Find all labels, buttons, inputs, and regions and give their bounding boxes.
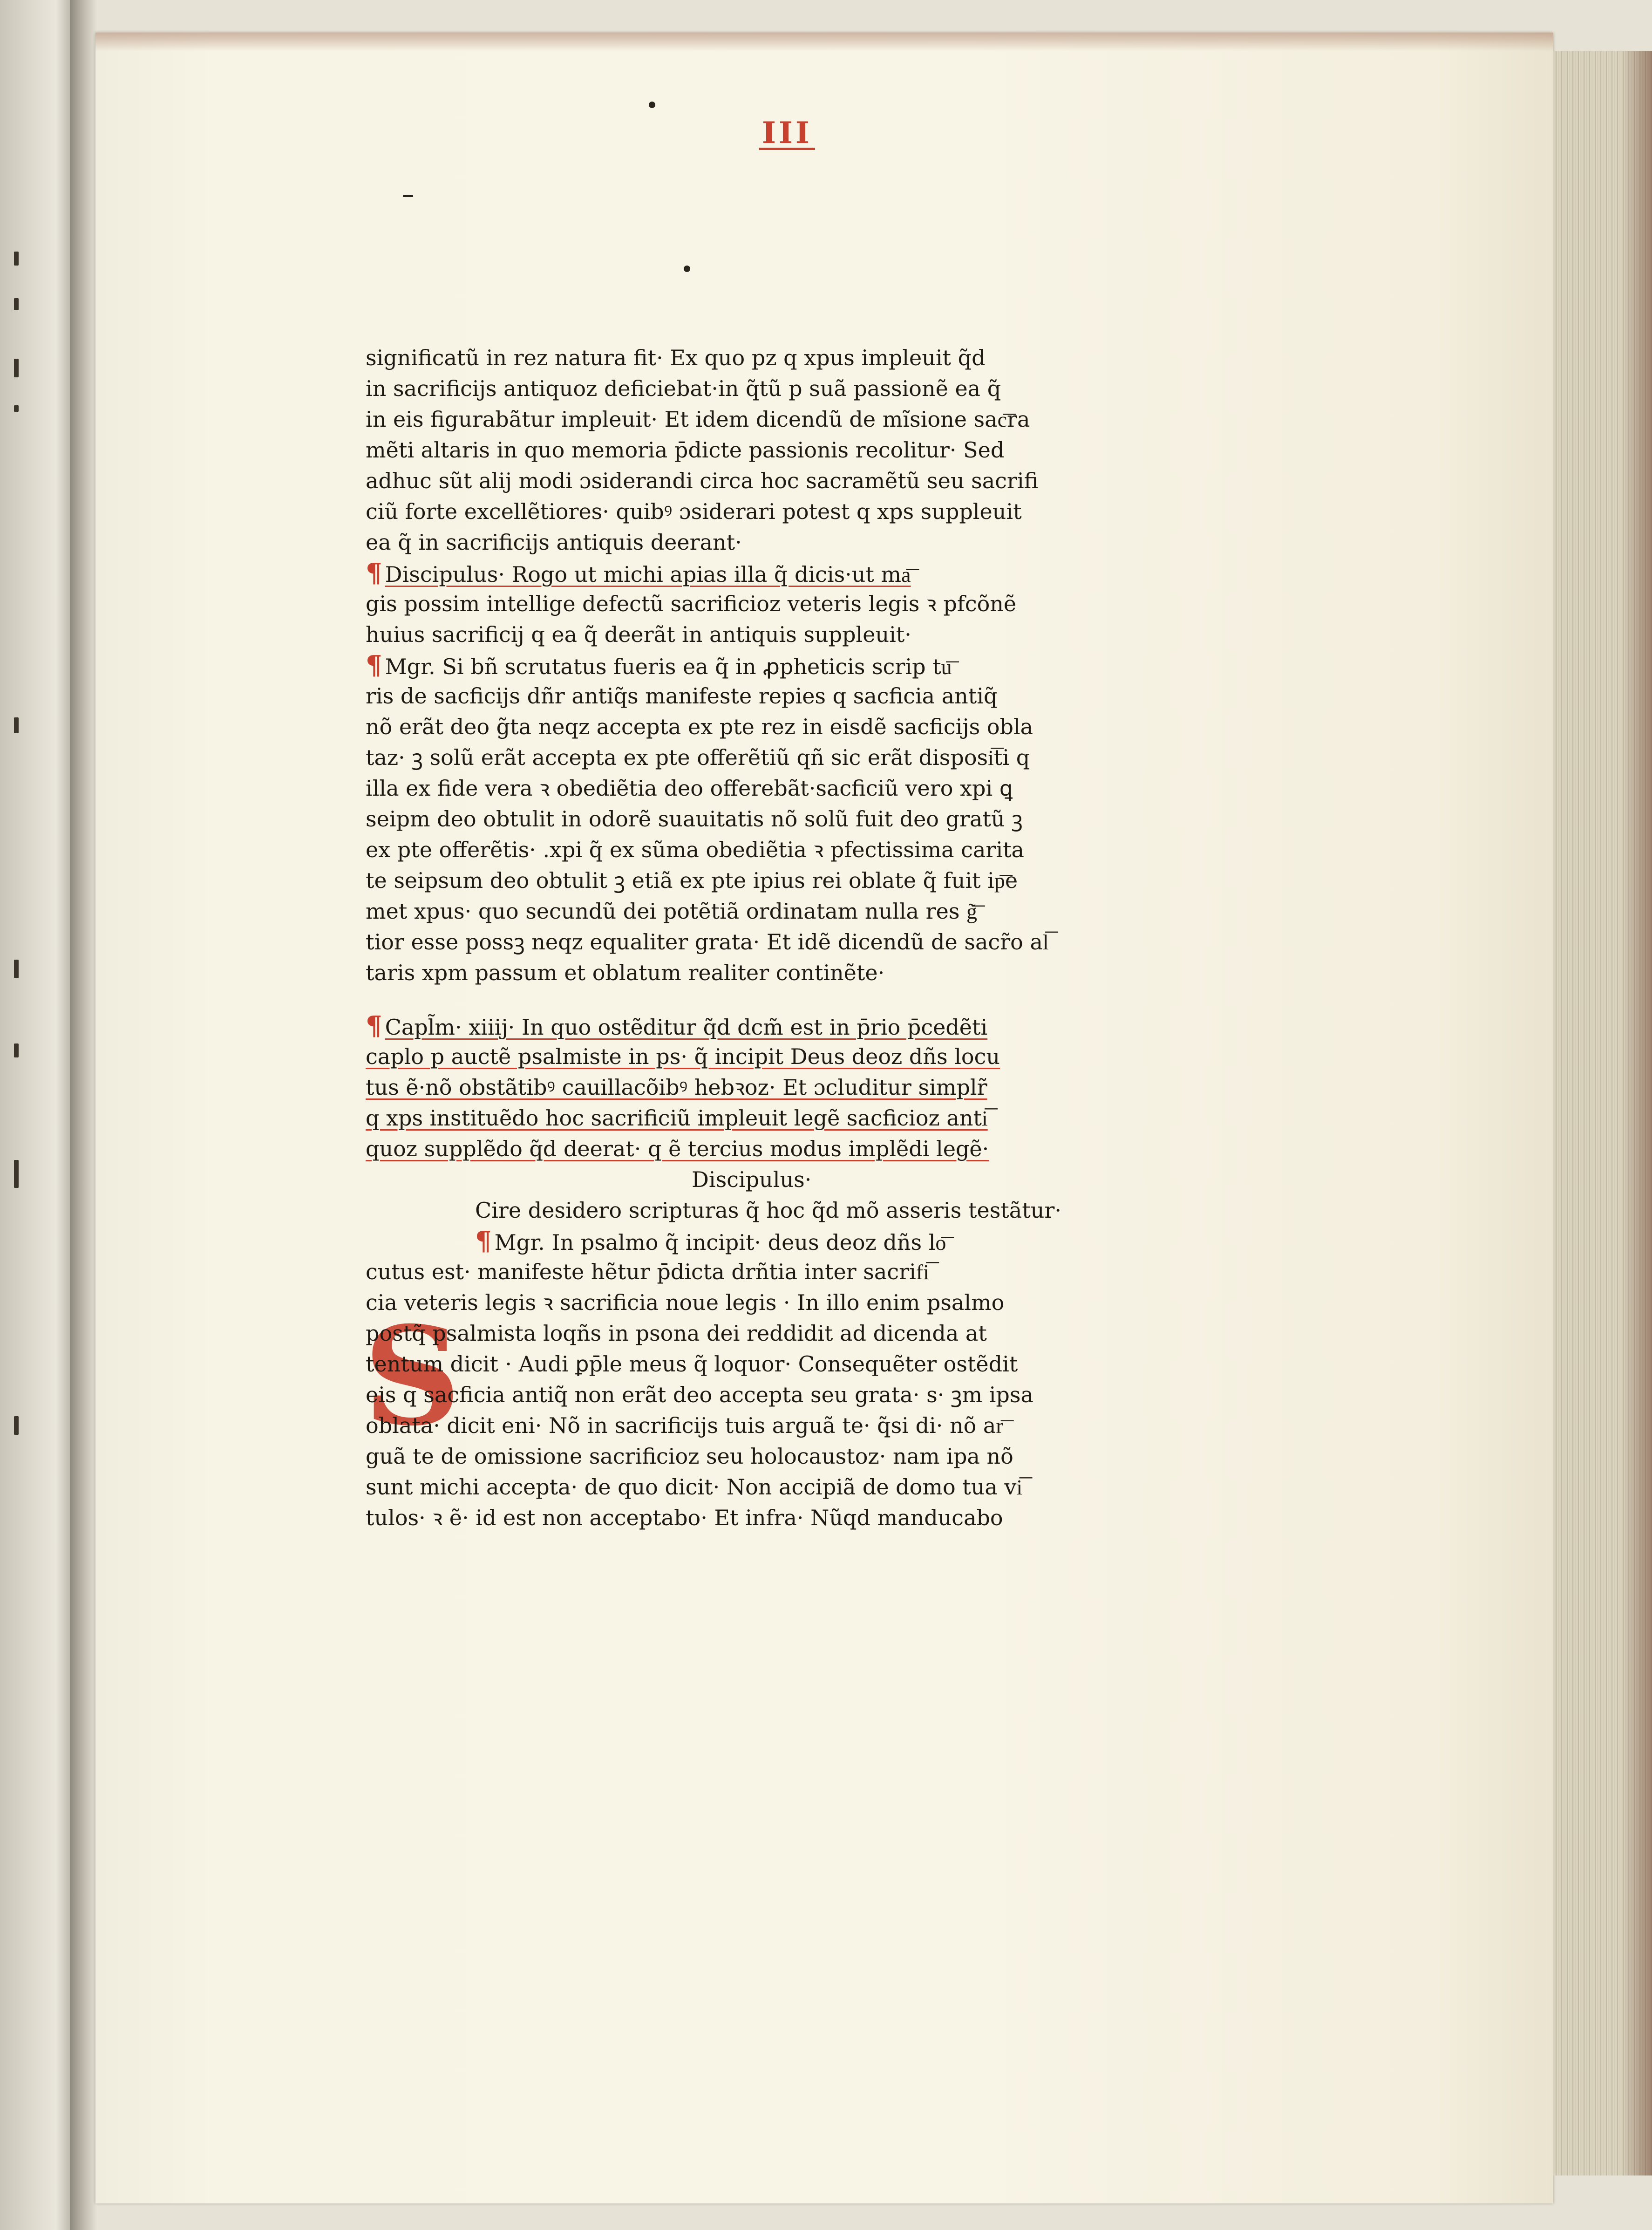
page-top-edge	[95, 33, 1553, 51]
text-line: in sacrificijs antiquoz deficiebat·in q̃tũ p suã passionẽ ea q̃	[366, 376, 1001, 401]
text-line: eis q sacficia antiq̃ non erãt deo accepta seu grata· s· ꝫm ipsa	[366, 1382, 1033, 1407]
binding-gutter	[70, 0, 98, 2230]
chapter-heading: Capl̃m· xiiij· In quo ostẽditur q̃d dcm̃ est in p̄rio p̄cedẽti	[385, 1015, 988, 1040]
chapter-heading-line: tus ẽ·nõ obstãtibꝰ cauillacõibꝰ hebꝛoz· Et ɔcluditur simplr̃	[366, 1075, 987, 1100]
text-line	[366, 650, 1218, 681]
text-line: postq̃ psalmista loqñs in psona dei reddidit ad dicenda at	[366, 1321, 987, 1346]
text-line: mẽti altaris in quo memoria p̄dicte passionis recolitur· Sed	[366, 437, 1005, 463]
text-line: illa ex fide vera ꝛ obediẽtia deo offerebãt·sacficiũ vero xpi ꝗ	[366, 776, 1013, 801]
text-line: oblata· dicit eni· Nõ in sacrificijs tuis arguã te· q̃si di· nõ ar͞	[366, 1413, 1003, 1438]
folio-number: III	[759, 119, 815, 150]
speaker-line: Discipulus· Rogo ut michi apias illa q̃ dicis·ut ma͞	[385, 562, 911, 587]
speaker-line: Mgr. In psalmo q̃ incipit· deus deoz dñs lo͞	[494, 1230, 946, 1255]
text-line: cia veteris legis ꝛ sacrificia noue legis · In illo enim psalmo	[366, 1290, 1005, 1315]
pilcrow-mark: ¶	[366, 1010, 382, 1041]
text-line: ciũ forte excellẽtiores· quibꝰ ɔsiderari potest q xps suppleuit	[366, 499, 1022, 524]
text-line: adhuc sũt alij modi ɔsiderandi circa hoc sacramẽtũ seu sacrifi	[366, 468, 1039, 493]
cover-shadow	[1621, 51, 1652, 2175]
chapter-heading-line	[366, 1010, 1218, 1041]
text-line: huius sacrificij q ea q̃ deerãt in antiquis suppleuit·	[366, 622, 911, 647]
pilcrow-mark: ¶	[366, 558, 382, 588]
text-line: guã te de omissione sacrificioz seu holocaustoz· nam ipa nõ	[366, 1444, 1013, 1469]
text-line: seipm deo obtulit in odorẽ suauitatis nõ solũ fuit deo gratũ ꝫ	[366, 806, 1023, 832]
decorated-initial: S	[363, 1297, 461, 1456]
text-line: cutus est· manifeste hẽtur p̄dicta drñtia inter sacrifi͞	[366, 1259, 929, 1284]
chapter-heading-line: q xps instituẽdo hoc sacrificiũ impleuit legẽ sacficioz anti͞	[366, 1105, 988, 1131]
text-line: tentum dicit · Audi ꝑp̄le meus q̃ loquor· Consequẽter ostẽdit	[366, 1351, 1018, 1377]
text-line	[366, 1226, 1218, 1256]
text-line: significatũ in rez natura fit· Ex quo pz q xpus impleuit q̃d	[366, 345, 986, 370]
chapter-heading-line: quoz supplẽdo q̃d deerat· q ẽ tercius modus implẽdi legẽ·	[366, 1136, 989, 1161]
chapter-heading-line: caplo p auctẽ psalmiste in ps· q̃ incipit Deus deoz dñs locu	[366, 1044, 1000, 1069]
speaker-line: Mgr. Si bñ scrutatus fueris ea q̃ in ꝓpheticis scrip tu͞	[385, 654, 952, 679]
ink-dot	[649, 102, 655, 108]
text-line: ea q̃ in sacrificijs antiquis deerant·	[366, 530, 742, 555]
text-line: sunt michi accepta· de quo dicit· Non accipiã de domo tua vi͞	[366, 1474, 1023, 1500]
ink-mark	[403, 195, 413, 197]
text-line	[366, 558, 1218, 588]
text-line: taz· ꝫ solũ erãt accepta ex pte offerẽtiũ qñ sic erãt disposi͞ti q	[366, 745, 1030, 770]
text-line: tior esse possꝫ neqz equaliter grata· Et idẽ dicendũ de sacr̃o al͞	[366, 929, 1049, 955]
text-line: ex pte offerẽtis· .xpi q̃ ex sũma obediẽtia ꝛ pfectissima carita	[366, 837, 1024, 862]
text-line: nõ erãt deo g̃ta neqz accepta ex pte rez in eisdẽ sacficijs obla	[366, 714, 1033, 739]
pilcrow-mark: ¶	[475, 1226, 492, 1256]
speaker-heading: Discipulus·	[692, 1167, 812, 1192]
text-line: met xpus· quo secundũ dei potẽtiã ordinatam nulla res g̃͞	[366, 899, 978, 924]
text-line: Cire desidero scripturas q̃ hoc q̃d mõ asseris testãtur·	[475, 1198, 1061, 1223]
ink-dot	[684, 266, 690, 272]
facing-page-marks	[14, 252, 28, 1556]
text-line: tulos· ꝛ ẽ· id est non acceptabo· Et infra· Nũqd manducabo	[366, 1505, 1003, 1530]
text-line: ris de sacficijs dñr antiq̃s manifeste repies q sacficia antiq̃	[366, 683, 998, 709]
text-line: gis possim intellige defectũ sacrificioz veteris legis ꝛ pfcõnẽ	[366, 591, 1017, 616]
pilcrow-mark: ¶	[366, 650, 382, 681]
body-text	[366, 342, 1218, 1533]
text-line: te seipsum deo obtulit ꝫ etiã ex pte ipius rei oblate q̃ fuit ip͞e	[366, 868, 1018, 893]
text-line: in eis figurabãtur impleuit· Et idem dicendũ de mĩsione sac͞ra	[366, 407, 1030, 432]
facing-page-edge	[0, 0, 70, 2230]
text-line: taris xpm passum et oblatum realiter continẽte·	[366, 960, 885, 985]
